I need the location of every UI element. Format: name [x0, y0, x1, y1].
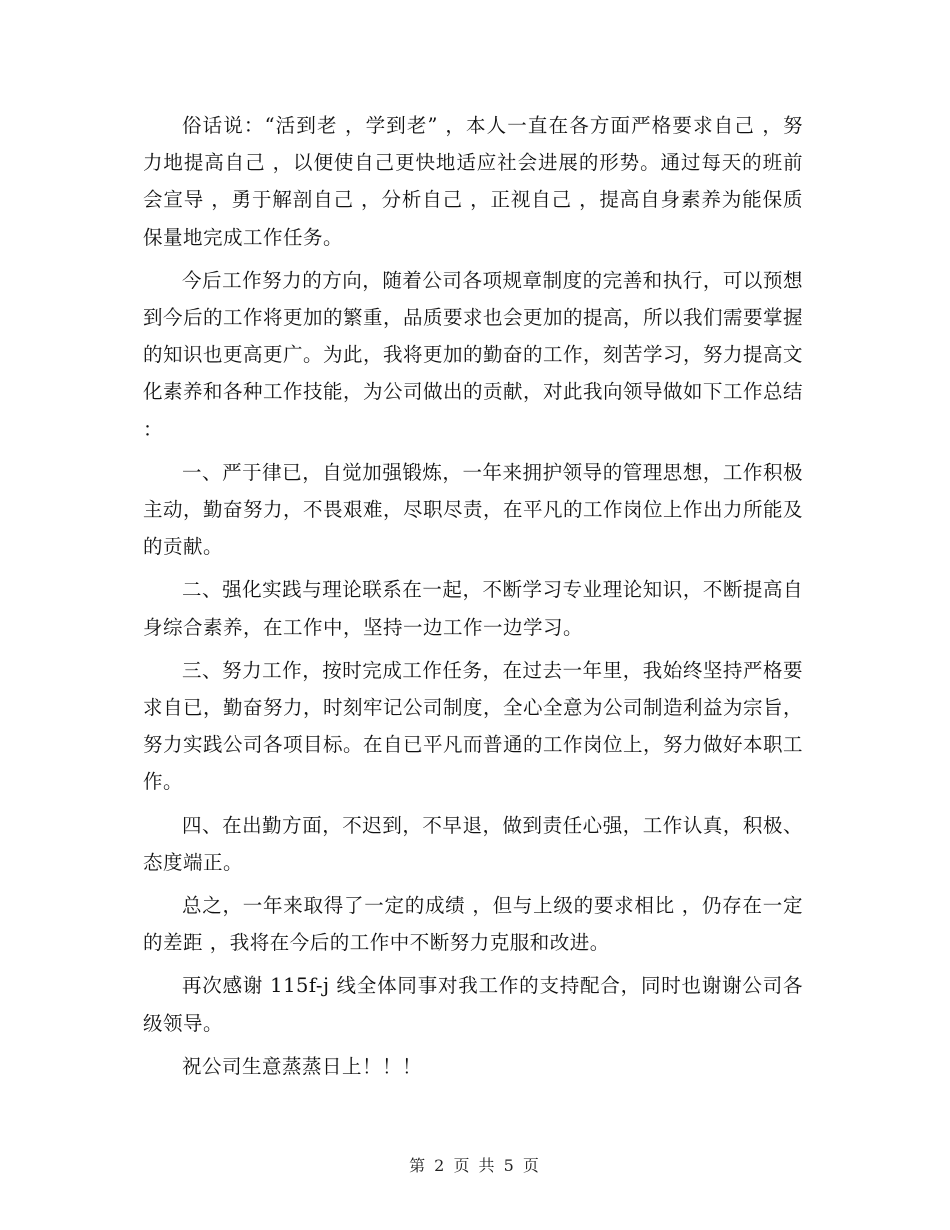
paragraph-9: 祝公司生意蒸蒸日上！！！: [182, 1054, 423, 1078]
paragraph-7: 总之，一年来取得了一定的成绩 ，但与上级的要求相比 ，仍存在一定的差距 ，我将在今后的工作中不断努力克服和改进。: [143, 894, 803, 955]
document-body: [143, 107, 803, 1091]
paragraph-1: 俗话说：“活到老 ，学到老” ，本人一直在各方面严格要求自己 ，努力地提高自己 ，以便使自己更快地适应社会进展的形势。通过每天的班前会宣导 ，勇于解剖自己 ，分析自己 ，正视自己 ，提高自身素养为能保质保量地完成工作任务。: [143, 114, 803, 249]
paragraph-3: 一、严于律已，自觉加强锻炼，一年来拥护领导的管理思想，工作积极主动，勤奋努力，不畏艰难，尽职尽责，在平凡的工作岗位上作出力所能及的贡献。: [143, 460, 804, 559]
paragraph-5: 三、努力工作，按时完成工作任务，在过去一年里，我始终坚持严格要求自已，勤奋努力，时刻牢记公司制度，全心全意为公司制造利益为宗旨，努力实践公司各项目标。在自已平凡而普通的工作岗位上，努力做好本职工作。: [143, 658, 804, 794]
paragraph-2: 今后工作努力的方向，随着公司各项规章制度的完善和执行，可以预想到今后的工作将更加的繁重，品质要求也会更加的提高，所以我们需要掌握的知识也更高更广。为此，我将更加的勤奋的工作，刻苦学习，努力提高文化素养和各种工作技能，为公司做出的贡献，对此我向领导做如下工作总结 ：: [143, 268, 804, 441]
paragraph-6: 四、在出勤方面，不迟到，不早退，做到责任心强，工作认真，积极、态度端正。: [143, 813, 803, 874]
paragraph-4: 二、强化实践与理论联系在一起，不断学习专业理论知识，不断提高自身综合素养，在工作中，坚持一边工作一边学习。: [143, 578, 803, 639]
paragraph-8: 再次感谢 115f-j 线全体同事对我工作的支持配合，同时也谢谢公司各级领导。: [143, 974, 803, 1035]
page-footer: 第 2 页 共 5 页: [409, 1156, 541, 1175]
